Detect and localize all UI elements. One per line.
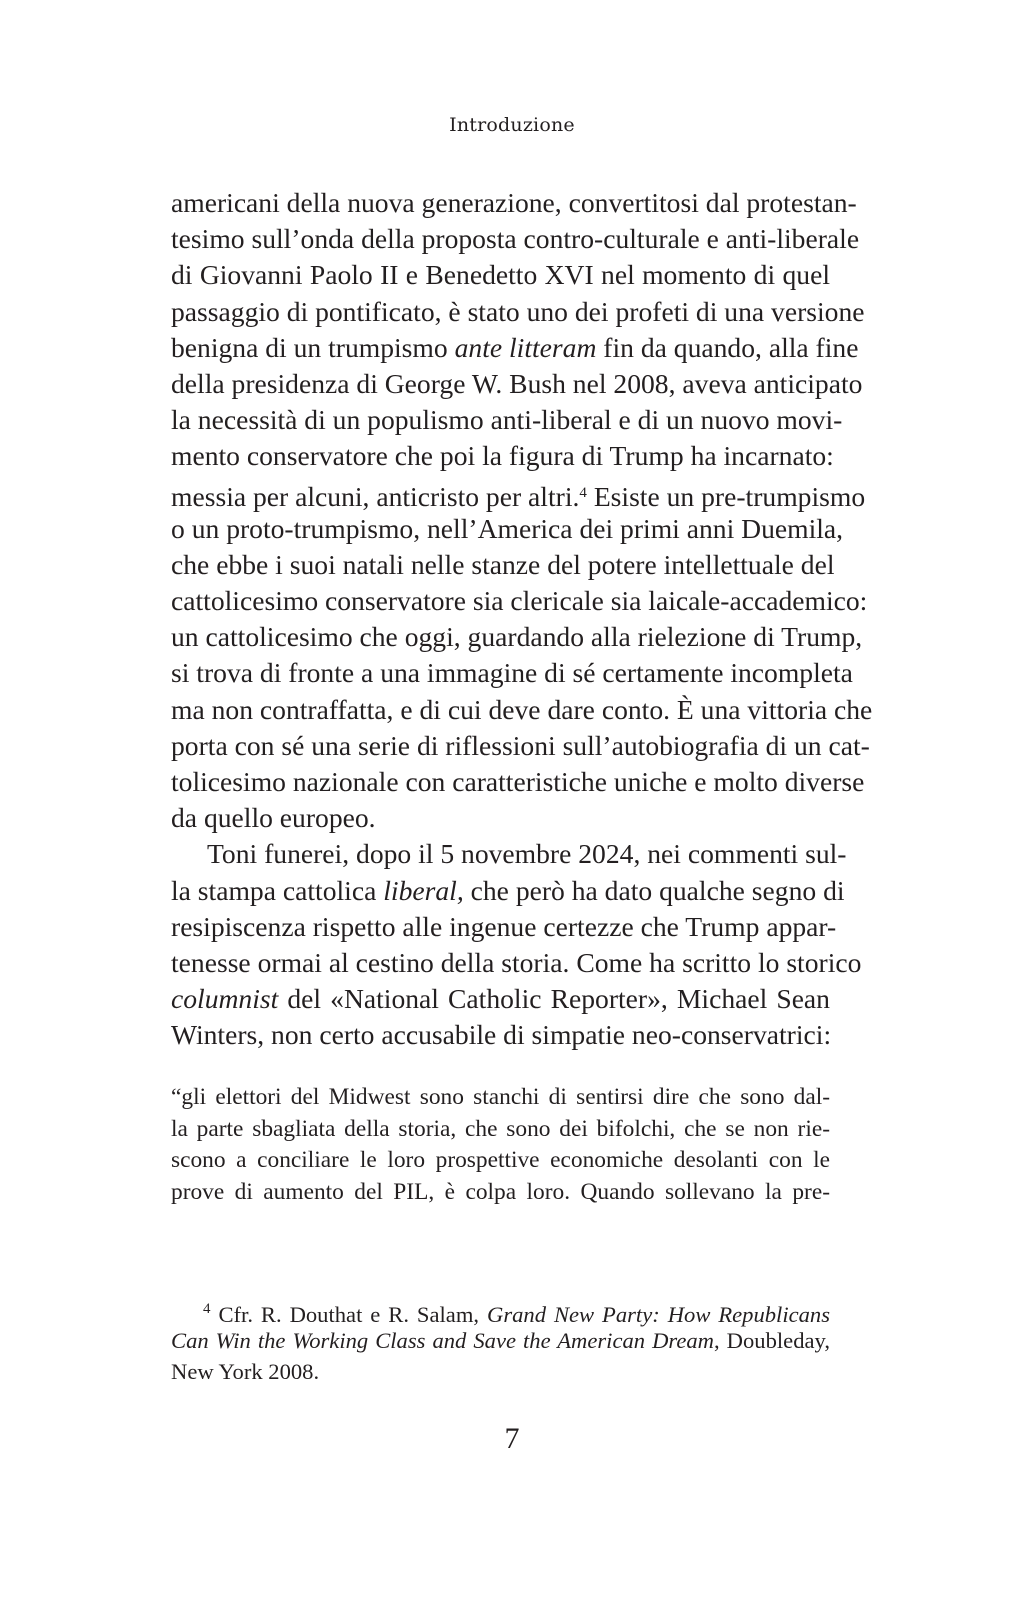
page-number: 7: [504, 1422, 520, 1455]
footnote-reference: 4: [579, 484, 587, 501]
text-line: tolicesimo nazionale con caratteristiche uniche e molto diverse: [171, 766, 865, 797]
text-line: tesimo sull’onda della proposta contro-culturale e anti-liberale: [171, 223, 860, 255]
quote-line: “gli elettori del Midwest sono stanchi di sentirsi dire che sono dal-: [171, 1084, 830, 1110]
text-line: mento conservatore che poi la figura di Trump ha incarnato:: [171, 440, 834, 472]
text-line: tenesse ormai al cestino della storia. Come ha scritto lo storico: [171, 946, 862, 978]
text-line: della presidenza di George W. Bush nel 2008, aveva anticipato: [171, 367, 863, 399]
text-line: Winters, non certo accusabile di simpatie neo-conservatrici:: [171, 1019, 832, 1051]
footnote: [171, 1294, 830, 1387]
text-line: resipiscenza rispetto alle ingenue certezze che Trump appar-: [171, 910, 837, 942]
footnote-number: 4: [203, 1301, 211, 1317]
text-line: cattolicesimo conservatore sia clericale sia laicale-accademico:: [171, 585, 868, 617]
block-quote: [171, 1082, 830, 1208]
text-fragment: Esiste un pre-trumpismo: [593, 480, 866, 512]
main-paragraph: [171, 185, 873, 1054]
text-line: che ebbe i suoi natali nelle stanze del potere intellettuale del: [171, 548, 835, 580]
quote-line: scono a conciliare le loro prospettive economiche desolanti con le: [171, 1147, 830, 1173]
footnote-line: [171, 1325, 830, 1356]
text-line: passaggio di pontificato, è stato uno dei profeti di una versione: [171, 295, 865, 327]
footnote-line: [171, 1294, 830, 1325]
italic-phrase: ante litteram: [454, 331, 597, 363]
text-line: [171, 873, 845, 909]
footnote-line: New York 2008.: [171, 1359, 320, 1384]
quote-line: prove di aumento del PIL, è colpa loro. Quando sollevano la pre-: [171, 1178, 830, 1205]
text-line: o un proto-trumpismo, nell’America dei primi anni Duemila,: [171, 512, 844, 544]
footnote-title: Grand New Party: How Republicans: [487, 1302, 831, 1327]
text-line: di Giovanni Paolo II e Benedetto XVI nel momento di quel: [171, 259, 830, 291]
text-line: la necessità di un populismo anti-liberal e di un nuovo movi-: [171, 404, 843, 436]
text-fragment: messia per alcuni, anticristo per altri.: [171, 480, 580, 512]
text-line: da quello europeo.: [171, 802, 376, 834]
text-fragment: del «National Catholic Reporter», Michael Sean: [287, 983, 830, 1015]
text-line: Toni funerei, dopo il 5 novembre 2024, nei commenti sul-: [207, 838, 847, 870]
text-fragment: fin da quando, alla fine: [603, 331, 859, 363]
text-fragment: che però ha dato qualche segno di: [470, 874, 845, 906]
text-line: [171, 330, 859, 366]
footnote-text: Cfr. R. Douthat e R. Salam,: [218, 1302, 480, 1327]
footnote-title: Can Win the Working Class and Save the American Dream: [171, 1328, 715, 1353]
italic-phrase: liberal,: [383, 874, 464, 906]
text-fragment: la stampa cattolica: [171, 874, 377, 906]
text-line: americani della nuova generazione, convertitosi dal protestan-: [171, 187, 857, 218]
text-line: ma non contraffatta, e di cui deve dare conto. È una vittoria che: [171, 693, 873, 725]
text-line: [171, 475, 866, 512]
text-line: si trova di fronte a una immagine di sé certamente incompleta: [171, 657, 853, 689]
text-fragment: benigna di un trumpismo: [171, 331, 448, 363]
italic-phrase: columnist: [171, 983, 279, 1015]
running-head: Introduzione: [449, 114, 575, 136]
text-line: porta con sé una serie di riflessioni sull’autobiografia di un cat-: [171, 729, 870, 761]
text-line: un cattolicesimo che oggi, guardando alla rielezione di Trump,: [171, 621, 863, 653]
quote-line: la parte sbagliata della storia, che sono dei bifolchi, che se non rie-: [171, 1115, 830, 1142]
footnote-text: , Doubleday,: [714, 1328, 830, 1353]
text-line: [171, 981, 830, 1017]
